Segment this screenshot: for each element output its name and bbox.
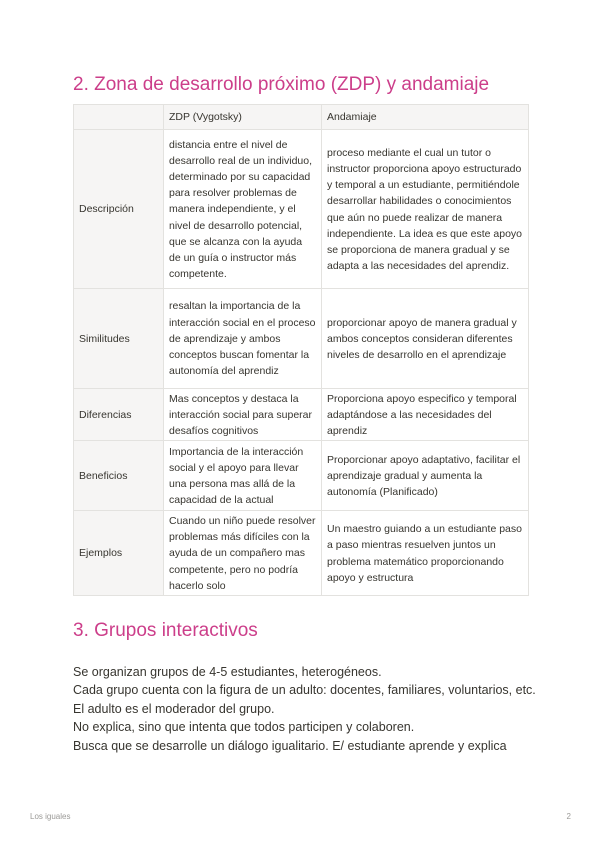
page-number: 2	[566, 812, 571, 821]
paragraph-line: Se organizan grupos de 4-5 estudiantes, heterogéneos.	[73, 665, 382, 679]
table-header-cell: Andamiaje	[322, 105, 529, 130]
table-row	[74, 441, 529, 511]
section-2-title: 2. Zona de desarrollo próximo (ZDP) y andamiaje	[73, 74, 490, 95]
table-cell: proceso mediante el cual un tutor o instructor proporciona apoyo estructurado y temporal a un estudiante, permitiéndole desarrollar habilidades o conocimientos que aún no puede realizar de manera independiente. La idea es que este apoyo se proporciona de manera gradual y se adapta a las necesidades del aprendiz.	[322, 130, 529, 289]
table-row	[74, 511, 529, 596]
row-label: Descripción	[74, 130, 164, 289]
table-cell: Mas conceptos y destaca la interacción social para superar desafíos cognitivos	[164, 389, 322, 441]
row-label: Beneficios	[74, 441, 164, 511]
section-3-title: 3. Grupos interactivos	[73, 620, 258, 641]
table-row	[74, 130, 529, 289]
grupos-interactivos-text	[73, 663, 543, 755]
paragraph-line: El adulto es el moderador del grupo.	[73, 701, 275, 716]
table-header-cell	[74, 105, 164, 130]
table-cell: Proporcionar apoyo adaptativo, facilitar el aprendizaje gradual y aumenta la autonomía (Planificado)	[322, 441, 529, 511]
row-label: Diferencias	[74, 389, 164, 441]
paragraph-line: Cada grupo cuenta con la figura de un adulto: docentes, familiares, voluntarios, etc.	[73, 683, 536, 698]
table-cell: Importancia de la interacción social y el apoyo para llevar una persona mas allá de la capacidad de la actual	[164, 441, 322, 511]
row-label: Ejemplos	[74, 511, 164, 596]
table-cell: Cuando un niño puede resolver problemas más difíciles con la ayuda de un compañero mas competente, pero no podría hacerlo solo	[164, 511, 322, 596]
table-header-cell: ZDP (Vygotsky)	[164, 105, 322, 130]
footer-title: Los iguales	[30, 812, 71, 821]
table-cell: distancia entre el nivel de desarrollo real de un individuo, determinado por su capacidad para resolver problemas de manera independiente, y el nivel de desarrollo potencial, que se alcanza con la ayuda de un guía o instructor más competente.	[164, 130, 322, 289]
table-row	[74, 389, 529, 441]
table-cell: Un maestro guiando a un estudiante paso a paso mientras resuelven juntos un problema matemático proporcionando apoyo y estructura	[322, 511, 529, 596]
table-row	[74, 289, 529, 389]
table-cell: Proporciona apoyo especifico y temporal adaptándose a las necesidades del aprendiz	[322, 389, 529, 441]
paragraph-line: No explica, sino que intenta que todos participen y colaboren.	[73, 720, 415, 735]
zdp-andamiaje-table	[73, 104, 529, 596]
table-cell: resaltan la importancia de la interacción social en el proceso de aprendizaje y ambos conceptos buscan fomentar la autonomía del aprendiz	[164, 289, 322, 389]
table-header-row	[74, 105, 529, 130]
table-cell: proporcionar apoyo de manera gradual y ambos conceptos consideran diferentes niveles de desarrollo en el aprendizaje	[322, 289, 529, 389]
paragraph-line: Busca que se desarrolle un diálogo igualitario. E/ estudiante aprende y explica	[73, 738, 507, 753]
row-label: Similitudes	[74, 289, 164, 389]
